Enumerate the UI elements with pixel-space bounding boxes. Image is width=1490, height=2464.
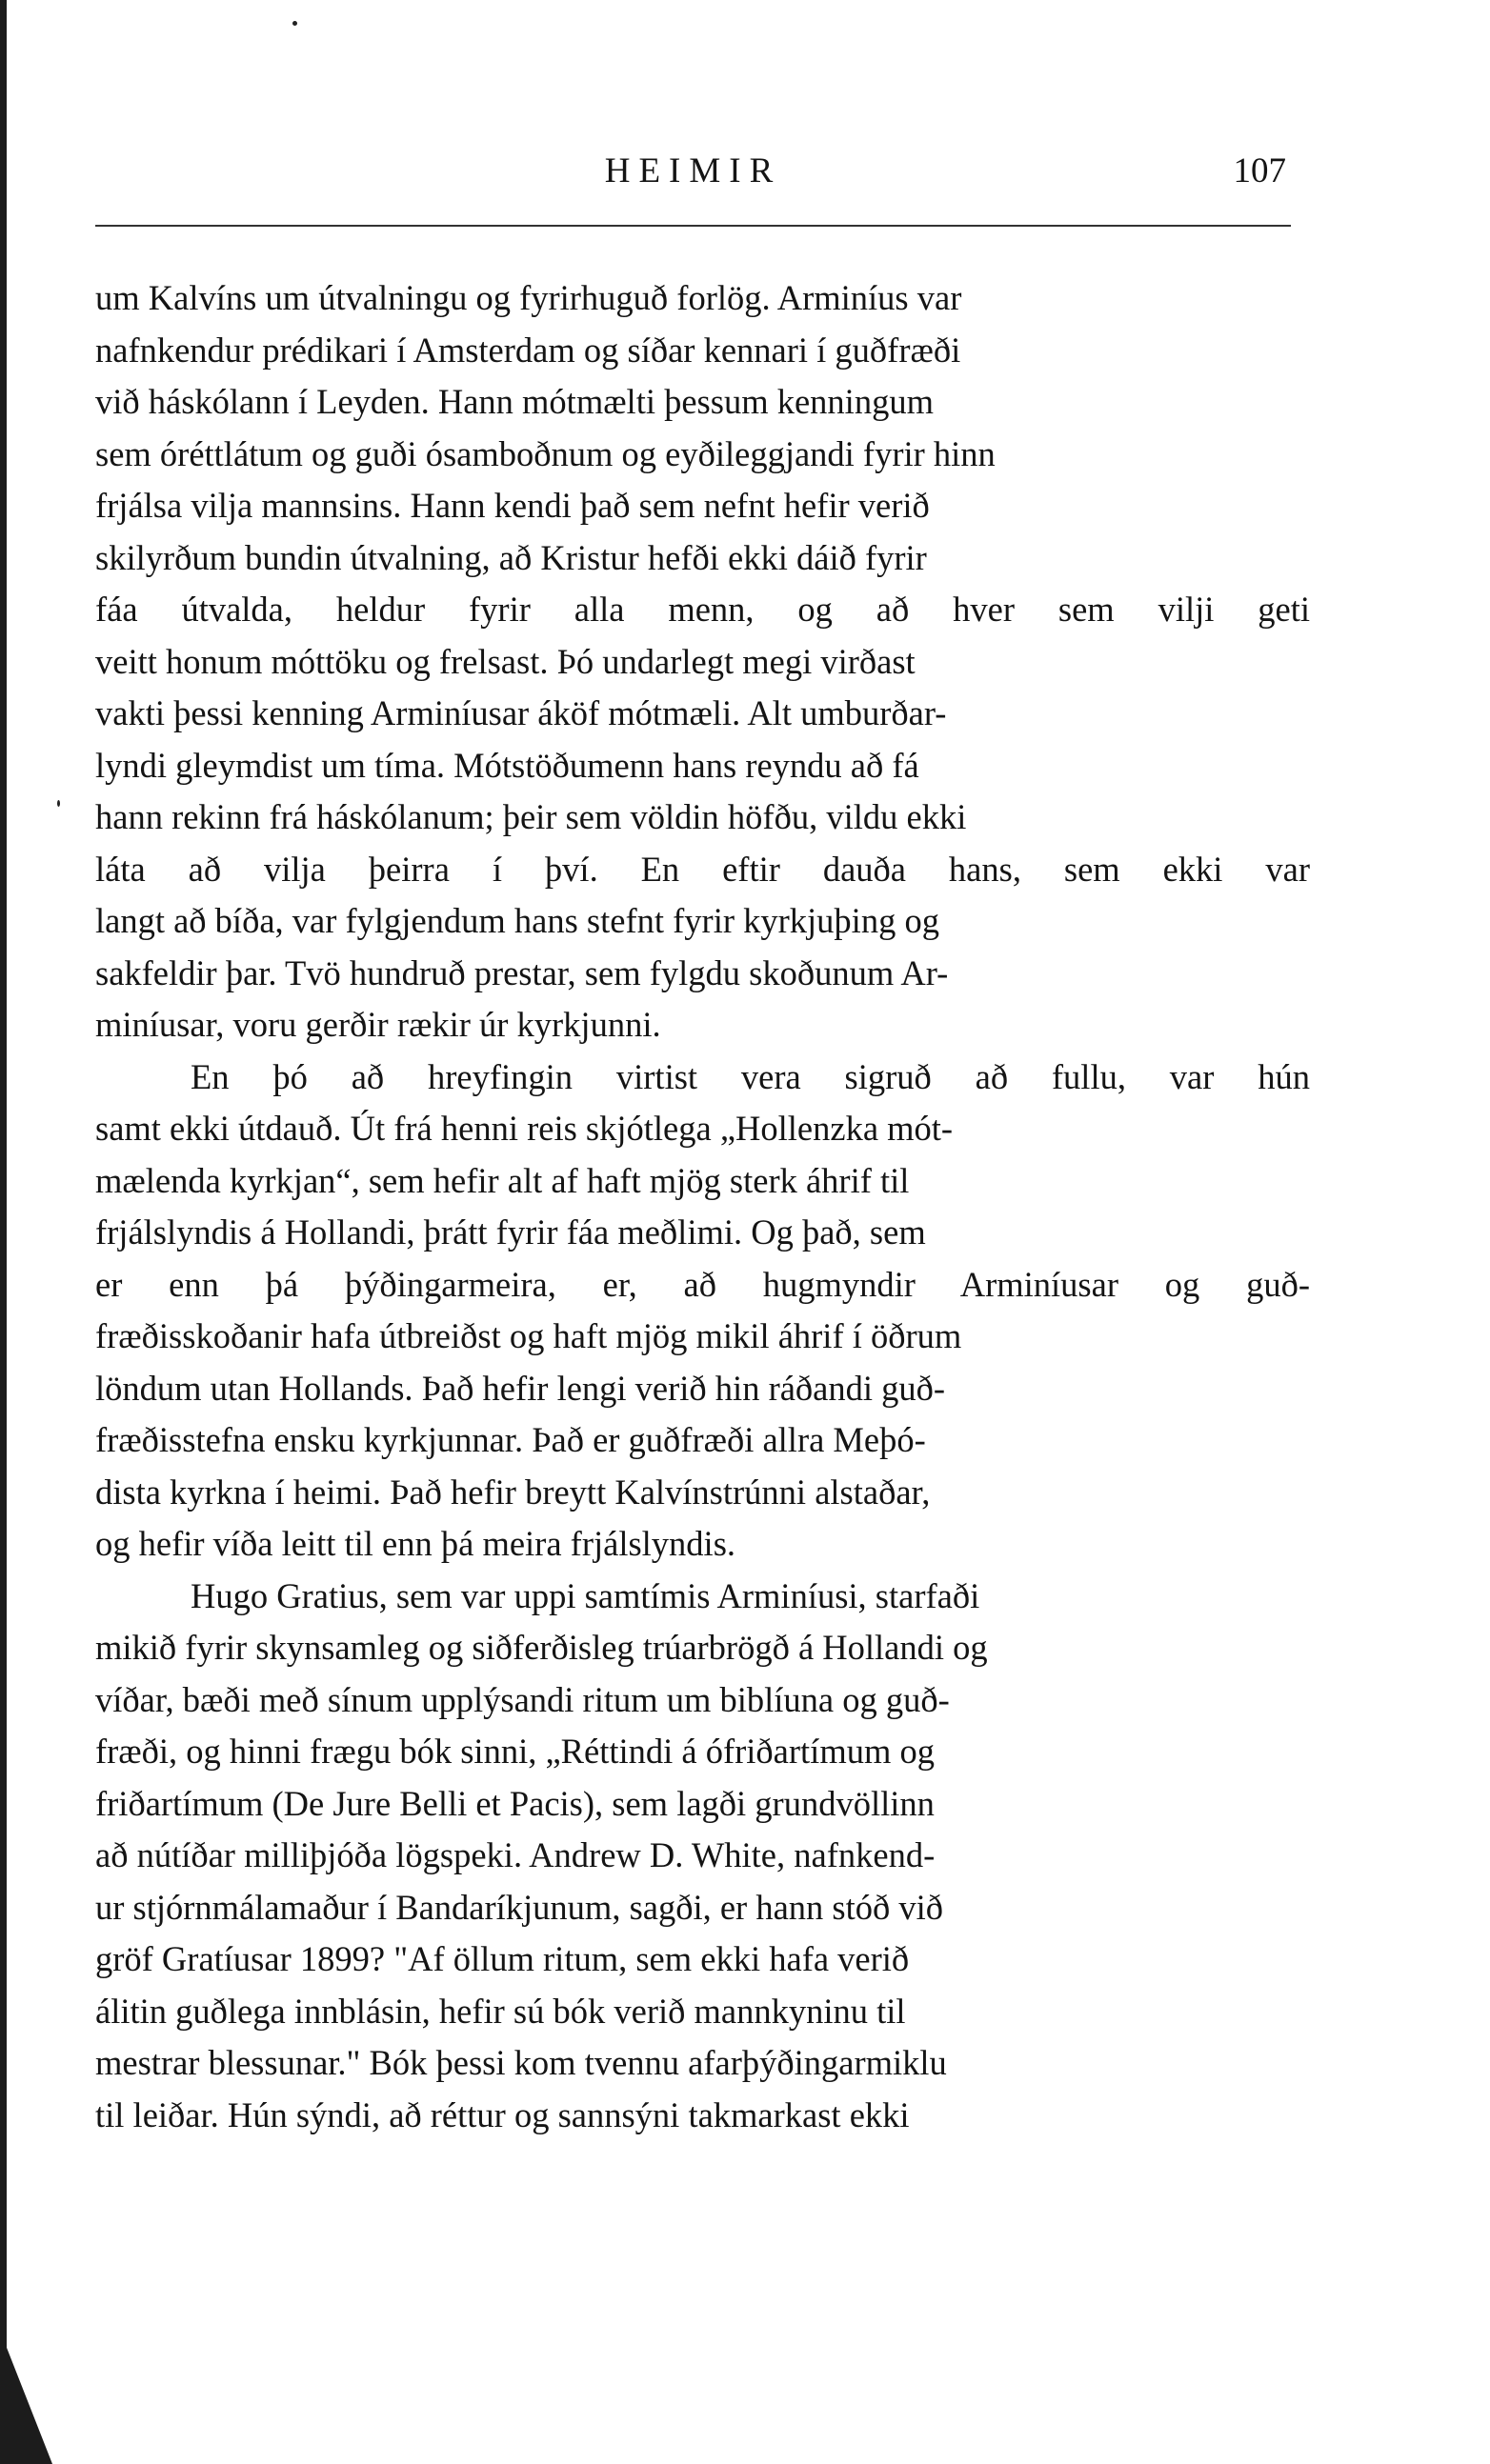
text-line: fræðisskoðanir hafa útbreiðst og haft mjög mikil áhrif í öðrum	[95, 1316, 962, 1355]
text-line: fræðisstefna ensku kyrkjunnar. Það er guðfræði allra Meþó-	[95, 1420, 926, 1459]
text-line: að nútíðar milliþjóða lögspeki. Andrew D. White, nafnkend-	[95, 1835, 936, 1874]
text-line: skilyrðum bundin útvalning, að Kristur hefði ekki dáið fyrir	[95, 537, 927, 577]
text-line: við háskólann í Leyden. Hann mótmælti þessum kenningum	[95, 382, 934, 421]
text-line: er enn þá þýðingarmeira, er, að hugmyndir Arminíusar og guð-	[95, 1264, 1310, 1304]
text-line: frjálsa vilja mannsins. Hann kendi það sem nefnt hefir verið	[95, 486, 930, 525]
text-line: friðartímum (De Jure Belli et Pacis), sem lagði grundvöllinn	[95, 1783, 935, 1823]
running-head: HEIMIR	[604, 151, 782, 190]
text-line: nafnkendur prédikari í Amsterdam og síðar kennari í guðfræði	[95, 330, 961, 370]
text-line: til leiðar. Hún sýndi, að réttur og sannsýni takmarkast ekki	[95, 2094, 910, 2134]
text-line: frjálslyndis á Hollandi, þrátt fyrir fáa meðlimi. Og það, sem	[95, 1212, 926, 1252]
text-line: mælenda kyrkjan“, sem hefir alt af haft mjög sterk áhrif til	[95, 1160, 910, 1200]
text-line: vakti þessi kenning Arminíusar áköf mótmæli. Alt umburðar-	[95, 693, 947, 732]
text-line: um Kalvíns um útvalningu og fyrirhuguð forlög. Arminíus var	[95, 278, 962, 317]
text-line: sem óréttlátum og guði ósamboðnum og eyðileggjandi fyrir hinn	[95, 433, 996, 473]
paper-speck	[57, 800, 60, 807]
page-corner-shadow	[0, 2331, 52, 2464]
text-line: fræði, og hinni frægu bók sinni, „Réttindi á ófriðartímum og	[95, 1732, 935, 1771]
text-line: mestrar blessunar." Bók þessi kom tvennu afarþýðingarmiklu	[95, 2043, 947, 2082]
page-number: 107	[1233, 151, 1286, 190]
text-line: lyndi gleymdist um tíma. Mótstöðumenn hans reyndu að fá	[95, 745, 919, 785]
text-line: mikið fyrir skynsamleg og siðferðisleg trúarbrögð á Hollandi og	[95, 1628, 988, 1667]
text-line: samt ekki útdauð. Út frá henni reis skjótlega „Hollenzka mót-	[95, 1109, 954, 1148]
text-line: dista kyrkna í heimi. Það hefir breytt Kalvínstrúnni alstaðar,	[95, 1472, 931, 1512]
text-line: veitt honum móttöku og frelsast. Þó undarlegt megi virðast	[95, 641, 916, 681]
text-line: langt að bíða, var fylgjendum hans stefnt fyrir kyrkjuþing og	[95, 901, 939, 940]
text-line: álitin guðlega innblásin, hefir sú bók verið mannkyninu til	[95, 1991, 906, 2031]
page-edge-shadow	[0, 0, 7, 2464]
text-line: miníusar, voru gerðir rækir úr kyrkjunni.	[95, 1005, 661, 1044]
text-line: löndum utan Hollands. Það hefir lengi verið hin ráðandi guð-	[95, 1368, 946, 1408]
text-line: og hefir víða leitt til enn þá meira frjálslyndis.	[95, 1524, 736, 1563]
text-line: sakfeldir þar. Tvö hundruð prestar, sem fylgdu skoðunum Ar-	[95, 952, 949, 992]
text-line: hann rekinn frá háskólanum; þeir sem völdin höfðu, vildu ekki	[95, 797, 967, 836]
paragraph-start-line: Hugo Gratius, sem var uppi samtímis Arminíusi, starfaði	[191, 1575, 980, 1615]
text-line: víðar, bæði með sínum upplýsandi ritum um biblíuna og guð-	[95, 1679, 950, 1719]
body-text	[95, 272, 1310, 2141]
header-rule	[95, 225, 1291, 227]
paragraph-start-line: En þó að hreyfingin virtist vera sigruð að fullu, var hún	[191, 1056, 1310, 1096]
text-line: gröf Gratíusar 1899? "Af öllum ritum, sem ekki hafa verið	[95, 1939, 910, 1978]
text-line: fáa útvalda, heldur fyrir alla menn, og að hver sem vilji geti	[95, 590, 1310, 629]
text-line: láta að vilja þeirra í því. En eftir dauða hans, sem ekki var	[95, 849, 1310, 889]
paper-speck	[292, 21, 297, 26]
page-header	[95, 150, 1291, 208]
text-line: ur stjórnmálamaður í Bandaríkjunum, sagði, er hann stóð við	[95, 1887, 944, 1927]
